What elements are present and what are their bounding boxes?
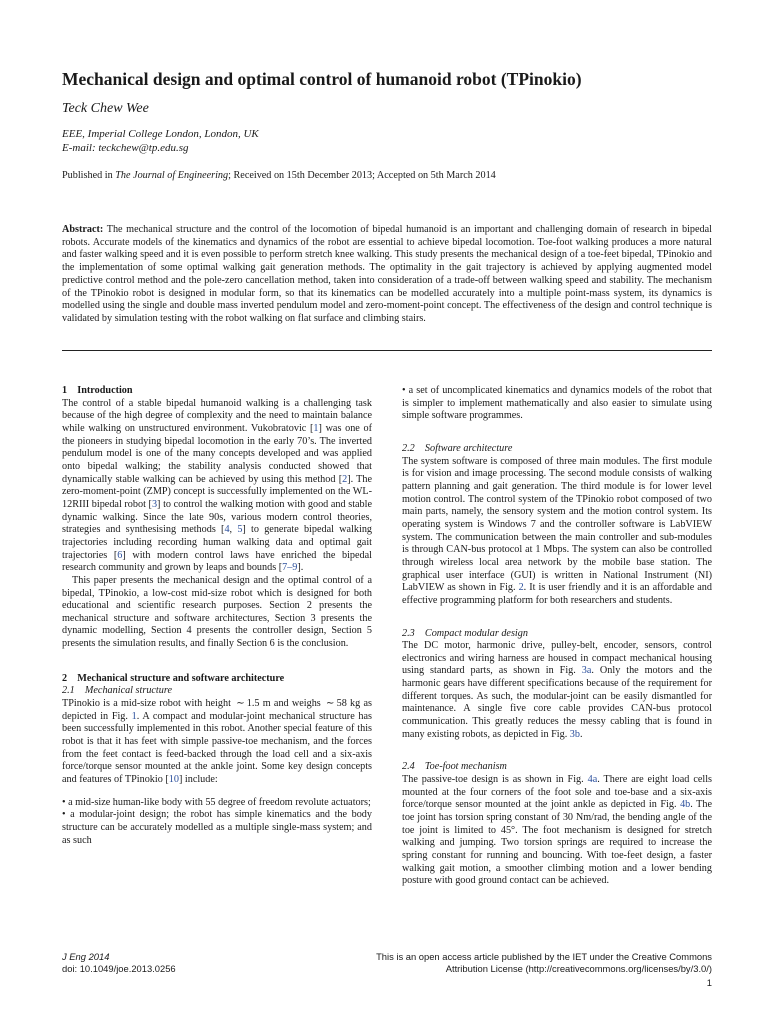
paper-title: Mechanical design and optimal control of humanoid robot (TPinokio) bbox=[62, 69, 582, 89]
pub-dates: ; Received on 15th December 2013; Accepted on 5th March 2014 bbox=[228, 170, 496, 181]
software-architecture-paragraph bbox=[402, 456, 712, 608]
citation-link[interactable]: 4 bbox=[224, 524, 230, 536]
page-number: 1 bbox=[706, 977, 712, 988]
section-2-heading: 2 Mechanical structure and software architecture bbox=[62, 672, 285, 684]
footer-citation bbox=[62, 951, 176, 975]
author-affiliation bbox=[62, 127, 259, 155]
subsection-2-1-heading: 2.1 Mechanical structure bbox=[62, 685, 172, 697]
text-run: ]. bbox=[297, 562, 304, 574]
text-run: . It is user friendly and it is an affordable and effective programming platform for both researchers and students. bbox=[402, 582, 712, 606]
header-divider bbox=[62, 350, 712, 351]
abstract bbox=[62, 224, 712, 326]
text-run: . Only the motors and the harmonic gears have different specifications because of the requirement for different torques. As such, the modular-joint can be easily dismantled for maintenance. A single five core cable provides CAN-bus protocol communication. This greatly reduces the messy cabling that is found in many existing robots, as depicted in Fig. bbox=[402, 665, 713, 740]
toe-foot-paragraph bbox=[402, 774, 712, 888]
text-run: ] was one of the pioneers in studying bipedal locomotion in the early 70’s. The inverted pendulum model is one of the many concepts developed and was applied onto bipedal walking; the stability analysis conducted showed that dynamically stable walking can be achieved by using this method [ bbox=[62, 422, 372, 485]
citation-link[interactable]: 3 bbox=[151, 498, 158, 510]
subsection-2-4-heading: 2.4 Toe-foot mechanism bbox=[402, 761, 507, 773]
section-1-heading: 1 Introduction bbox=[62, 385, 133, 396]
text-run: The passive-toe design is as shown in Fig. bbox=[402, 774, 588, 786]
bullet-item: • a modular-joint design; the robot has simple kinematics and the body structure can be accurately modelled as a multiple single-mass system; and as such bbox=[62, 809, 372, 846]
text-run: . bbox=[579, 728, 583, 740]
right-column bbox=[402, 385, 712, 888]
text-run: ] include: bbox=[178, 774, 218, 786]
publication-info bbox=[62, 169, 712, 182]
mechanical-structure-paragraph bbox=[62, 698, 372, 787]
citation-link[interactable]: 6 bbox=[117, 549, 123, 561]
affiliation-line: EEE, Imperial College London, London, UK bbox=[62, 128, 259, 140]
text-run: ] to generate bipedal walking trajectories including recording human walking data and optimal gait trajectories [ bbox=[62, 524, 373, 561]
citation-link[interactable]: 5 bbox=[237, 524, 243, 536]
text-run: ] to control the walking motion with good and stable dynamic walking. Since the late 90s, various modern control theories, strategies and synthesising methods [ bbox=[62, 498, 373, 536]
bullet-item: • a mid-size human-like body with 55 degree of freedom revolute actuators; bbox=[62, 796, 371, 808]
text-run: ] with modern control laws have enriched the bipedal research community and grown by leaps and bounds [ bbox=[62, 549, 372, 574]
citation-link[interactable]: 1 bbox=[313, 422, 319, 434]
intro-paragraph-1 bbox=[62, 398, 372, 575]
author-name: Teck Chew Wee bbox=[62, 101, 149, 116]
subsection-2-3-heading: 2.3 Compact modular design bbox=[402, 627, 528, 639]
bullet-item: • a set of uncomplicated kinematics and dynamics models of the robot that is simpler to implement mathematically and also easier to simulate using simple software programmes. bbox=[402, 385, 712, 422]
text-run: TPinokio is a mid-size robot with height ∼ 1.5 m and weighs ∼ 58 kg as depicted in Fig. bbox=[62, 698, 372, 722]
abstract-label: Abstract: bbox=[62, 224, 104, 235]
license-line: This is an open access article published by the IET under the Creative Commons bbox=[376, 951, 712, 962]
intro-paragraph-2: This paper presents the mechanical design and the optimal control of a bipedal, TPinokio, a low-cost mid-size robot which is designed for both educational and scientific research purposes. Section 2 presents the mechanical structure and software architectures, Section 3 presents the dynamic modelling, Section 4 presents the controller design, Section 5 presents the simulation results, and finally Section 6 is the conclusion. bbox=[62, 574, 372, 650]
figure-link[interactable]: 4a bbox=[587, 774, 598, 786]
footer-journal: J Eng 2014 bbox=[62, 951, 110, 962]
text-run: The DC motor, harmonic drive, pulley-belt, encoder, sensors, control electronics and wiring harness are housed in compact mechanical housing using standard parts, as shown in Fig. bbox=[402, 640, 712, 677]
text-run: , bbox=[229, 524, 238, 536]
citation-link[interactable]: 7–9 bbox=[282, 562, 298, 574]
left-column bbox=[62, 385, 372, 847]
text-run: . There are eight load cells mounted at the four corners of the foot sole and toe-base and a six-axis force/torque sensor mounted at the joint ankle as depicted in Fig. bbox=[402, 774, 712, 811]
compact-modular-paragraph bbox=[402, 640, 712, 741]
email-line: E-mail: teckchew@tp.edu.sg bbox=[62, 142, 189, 154]
text-run: . The toe joint has torsion spring constant of 30 Nm/rad, the bending angle of the toe joint is limited to 45°. The foot mechanism is designed for stretch walking and jumping. Two torsion springs are required to increase the spring constant for running and bouncing. With toe-feet design, a faster walking gait motion, a smoother climbing motion and a lower bending posture with good ground contact can be achieved. bbox=[402, 799, 712, 887]
figure-link[interactable]: 2 bbox=[518, 582, 524, 594]
footer-license bbox=[300, 951, 712, 975]
figure-link[interactable]: 4b bbox=[680, 799, 691, 811]
subsection-2-2-heading: 2.2 Software architecture bbox=[402, 442, 513, 454]
text-run: The system software is composed of three main modules. The first module is for vision and image processing. The second module consists of walking pattern planning and gait generation. The third module is for lower level motion control. The control system of the TPinokio robot composed of two main parts, namely, the sensory system and the motion control system. Its operating system is Windows 7 and the controller software is LabVIEW system. The communication between the main controller and sub-modules is through CAN-bus protocol at 1 Mbps. The system can also be controlled through wireless local area network by the mobile base station. The graphical user interface (GUI) is written in National Instrument (NI) LabVIEW as shown in Fig. bbox=[402, 455, 712, 594]
figure-link[interactable]: 3a bbox=[581, 665, 592, 677]
text-run: The control of a stable bipedal humanoid walking is a challenging task because of the high degree of complexity and the need to maintain balance while walking on unstructured environment. Vukobratovic [ bbox=[62, 397, 372, 434]
citation-link[interactable]: 10 bbox=[168, 774, 179, 786]
citation-link[interactable]: 2 bbox=[342, 473, 348, 485]
figure-link[interactable]: 3b bbox=[569, 728, 580, 740]
license-url-line[interactable]: Attribution License (http://creativecommons.org/licenses/by/3.0/) bbox=[445, 963, 712, 974]
figure-link[interactable]: 1 bbox=[131, 710, 137, 722]
footer-doi: doi: 10.1049/joe.2013.0256 bbox=[62, 963, 176, 974]
abstract-text: The mechanical structure and the control of the locomotion of bipedal humanoid is an important and challenging domain of research in bipedal robots. Accurate models of the kinematics and dynamics of the robot are essential to achieve bipedal locomotion. Toe-foot walking produces a more natural and faster walking speed and it is even possible to perform stretch knee walking. This study presents the mechanical design of a toe-feet bipedal, TPinokio and the implementation of some optimal walking gait generation methods. The optimality in the gait trajectory is achieved by applying augmented model predictive control method and the pole-zero cancellation method, taken into consideration of a trade-off between walking speed and stability. The mechanism of the TPinokio robot is designed in modular form, so that its kinematics can be modelled accurately into a multiple point-mass system, its dynamics is modelled using the single and double mass inverted pendulum model and zero-moment-point concept. The effectiveness of the design and control technique is validated by simulation testing with the robot walking on flat surface and climbing stairs. bbox=[62, 224, 712, 324]
text-run: ]. The zero-moment-point (ZMP) concept is successfully implemented on the WL-12RIII bipedal robot [ bbox=[62, 473, 373, 510]
pub-prefix: Published in bbox=[62, 170, 116, 181]
journal-name: The Journal of Engineering bbox=[115, 170, 229, 181]
text-run: . A compact and modular-joint mechanical structure has been successfully implemented in this robot. Another special feature of this robot is that it has feet with simple passive-toe mechanism, and the forces from the feet contact is feed-backed through the load cell and a six-axis force/torque sensor mounted at the ankle joint. Some key design concepts and features of TPinokio [ bbox=[62, 710, 372, 786]
